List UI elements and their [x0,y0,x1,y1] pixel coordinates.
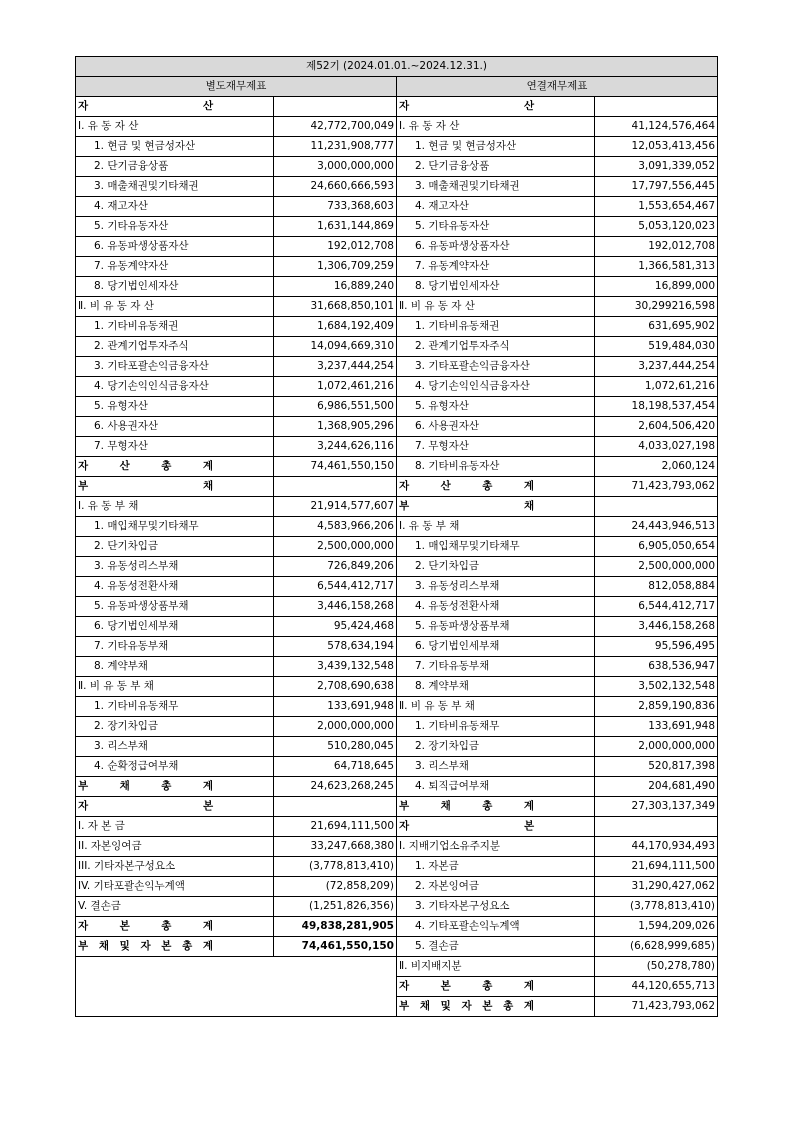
separate-item-label: 4. 순확정급여부채 [76,757,274,777]
statement-body [76,57,718,1017]
separate-item-value: 192,012,708 [274,237,397,257]
consolidated-item-label [397,797,595,817]
consolidated-item-label: 1. 현금 및 현금성자산 [397,137,595,157]
consolidated-item-label: Ⅰ. 지배기업소유주지분 [397,837,595,857]
separate-item-value: 3,000,000,000 [274,157,397,177]
separate-item-value: 21,694,111,500 [274,817,397,837]
table-row [76,217,718,237]
consolidated-item-label [397,477,595,497]
consolidated-item-label: Ⅱ. 비 유 동 부 채 [397,697,595,717]
table-row [76,377,718,397]
separate-item-value [274,477,397,497]
separate-item-label: 3. 유동성리스부채 [76,557,274,577]
separate-item-value: 1,684,192,409 [274,317,397,337]
table-row [76,277,718,297]
table-row [76,677,718,697]
separate-item-value: 64,718,645 [274,757,397,777]
table-row [76,897,718,917]
section-header-row [76,77,718,97]
consolidated-item-value: 1,366,581,313 [595,257,718,277]
table-row [76,917,718,937]
consolidated-item-label: 6. 유동파생상품자산 [397,237,595,257]
consolidated-item-label: 1. 기타비유동채권 [397,317,595,337]
consolidated-item-label: Ⅰ. 유 동 부 채 [397,517,595,537]
consolidated-item-value: 1,072,61,216 [595,377,718,397]
separate-item-value: 49,838,281,905 [274,917,397,937]
separate-item-value: 578,634,194 [274,637,397,657]
table-row [76,517,718,537]
separate-item-value: 726,849,206 [274,557,397,577]
separate-spread-label: 자 본 총 계 [78,920,214,932]
separate-item-label [76,457,274,477]
separate-item-value: 74,461,550,150 [274,937,397,957]
consolidated-item-label: 5. 기타유동자산 [397,217,595,237]
separate-item-value: 1,368,905,296 [274,417,397,437]
consolidated-item-value: 6,544,412,717 [595,597,718,617]
consolidated-item-value [595,97,718,117]
separate-item-value: 14,094,669,310 [274,337,397,357]
separate-item-label: 5. 기타유동자산 [76,217,274,237]
table-row [76,697,718,717]
consolidated-item-label: 2. 단기차입금 [397,557,595,577]
consolidated-item-label: 5. 유동파생상품부채 [397,617,595,637]
consolidated-item-value: 41,124,576,464 [595,117,718,137]
table-row [76,137,718,157]
consolidated-item-label: 5. 유형자산 [397,397,595,417]
separate-spread-label: 부 채 및 자 본 총 계 [78,940,214,952]
separate-item-value: 1,306,709,259 [274,257,397,277]
table-row [76,717,718,737]
separate-item-value: (3,778,813,410) [274,857,397,877]
table-row [76,177,718,197]
consolidated-spread-label: 부 채 총 계 [399,800,535,812]
consolidated-item-label: 3. 기타포괄손익금융자산 [397,357,595,377]
period-row [76,57,718,77]
separate-item-label: 4. 당기손익인식금융자산 [76,377,274,397]
separate-item-label: 6. 당기법인세부채 [76,617,274,637]
consolidated-item-value: 2,000,000,000 [595,737,718,757]
consolidated-item-label: 7. 기타유동부채 [397,657,595,677]
separate-item-value: 95,424,468 [274,617,397,637]
table-row [76,637,718,657]
separate-item-label [76,797,274,817]
table-row [76,577,718,597]
table-row [76,877,718,897]
separate-item-label [76,937,274,957]
consolidated-spread-label: 자 본 [399,820,535,832]
separate-item-label: 1. 기타비유동채권 [76,317,274,337]
consolidated-item-label: 4. 재고자산 [397,197,595,217]
table-row [76,557,718,577]
consolidated-item-value: (50,278,780) [595,957,718,977]
consolidated-item-label: 3. 리스부채 [397,757,595,777]
separate-item-label: 3. 리스부채 [76,737,274,757]
consolidated-item-label: 1. 자본금 [397,857,595,877]
consolidated-item-value: (6,628,999,685) [595,937,718,957]
consolidated-spread-label: 자 산 [399,100,535,112]
separate-item-label: IV. 기타포괄손익누계액 [76,877,274,897]
consolidated-item-value: 2,604,506,420 [595,417,718,437]
separate-item-label: 2. 관계기업투자주식 [76,337,274,357]
separate-spread-label: 자 본 [78,800,214,812]
separate-item-value: 2,500,000,000 [274,537,397,557]
table-row [76,497,718,517]
consolidated-item-value [595,497,718,517]
table-row [76,397,718,417]
separate-item-label: III. 기타자본구성요소 [76,857,274,877]
consolidated-item-value: 12,053,413,456 [595,137,718,157]
separate-spread-label: 부 채 총 계 [78,780,214,792]
consolidated-item-value: 6,905,050,654 [595,537,718,557]
table-row [76,777,718,797]
table-row [76,537,718,557]
table-row [76,937,718,957]
table-row [76,237,718,257]
separate-item-label: I. 자 본 금 [76,817,274,837]
separate-item-value: 3,446,158,268 [274,597,397,617]
table-row [76,197,718,217]
consolidated-item-label: 2. 자본잉여금 [397,877,595,897]
consolidated-item-value: 4,033,027,198 [595,437,718,457]
separate-item-value: 11,231,908,777 [274,137,397,157]
financial-statement-table [75,56,718,1017]
separate-spread-label: 부 채 [78,480,214,492]
table-row [76,437,718,457]
consolidated-item-label: Ⅰ. 유 동 자 산 [397,117,595,137]
separate-item-value [274,97,397,117]
separate-item-value: 2,000,000,000 [274,717,397,737]
consolidated-item-label: 7. 무형자산 [397,437,595,457]
separate-item-value: 510,280,045 [274,737,397,757]
consolidated-item-label: 1. 매입채무및기타채무 [397,537,595,557]
separate-item-label: Ⅱ. 비 유 동 자 산 [76,297,274,317]
consolidated-item-label [397,817,595,837]
consolidated-item-label: 4. 기타포괄손익누계액 [397,917,595,937]
separate-item-label [76,97,274,117]
consolidated-item-value: 204,681,490 [595,777,718,797]
separate-item-label: II. 자본잉여금 [76,837,274,857]
separate-item-label [76,777,274,797]
consolidated-item-label: 3. 매출채권및기타채권 [397,177,595,197]
separate-header: 별도재무제표 [76,77,397,97]
table-row [76,857,718,877]
consolidated-item-value: 21,694,111,500 [595,857,718,877]
consolidated-item-value: 27,303,137,349 [595,797,718,817]
consolidated-item-label: 7. 유동계약자산 [397,257,595,277]
separate-item-value: 4,583,966,206 [274,517,397,537]
table-row [76,357,718,377]
separate-item-value: 42,772,700,049 [274,117,397,137]
consolidated-item-value: 519,484,030 [595,337,718,357]
consolidated-item-label: 6. 당기법인세부채 [397,637,595,657]
consolidated-spread-label: 부 채 [399,500,535,512]
separate-item-label: 8. 계약부채 [76,657,274,677]
separate-item-label: Ⅰ. 유 동 자 산 [76,117,274,137]
table-row [76,257,718,277]
separate-item-label: 4. 재고자산 [76,197,274,217]
table-row [76,477,718,497]
consolidated-item-value: 812,058,884 [595,577,718,597]
consolidated-item-label: 4. 당기손익인식금융자산 [397,377,595,397]
table-row [76,597,718,617]
consolidated-item-value: 631,695,902 [595,317,718,337]
table-row [76,837,718,857]
separate-item-label: 4. 유동성전환사채 [76,577,274,597]
separate-item-label: 1. 현금 및 현금성자산 [76,137,274,157]
table-row [76,97,718,117]
separate-item-value: 3,439,132,548 [274,657,397,677]
consolidated-item-value: 1,553,654,467 [595,197,718,217]
consolidated-item-value: 520,817,398 [595,757,718,777]
separate-item-value: 1,072,461,216 [274,377,397,397]
consolidated-item-label: 3. 기타자본구성요소 [397,897,595,917]
separate-item-label: V. 결손금 [76,897,274,917]
separate-item-value: 6,986,551,500 [274,397,397,417]
separate-item-value: 733,368,603 [274,197,397,217]
table-row [76,417,718,437]
period-header: 제52기 (2024.01.01.~2024.12.31.) [76,57,718,77]
separate-item-value: 74,461,550,150 [274,457,397,477]
separate-item-label [76,477,274,497]
separate-item-value: 133,691,948 [274,697,397,717]
separate-item-value: 6,544,412,717 [274,577,397,597]
table-row [76,297,718,317]
separate-item-label: 2. 단기차입금 [76,537,274,557]
separate-item-value: 31,668,850,101 [274,297,397,317]
separate-item-label: Ⅰ. 유 동 부 채 [76,497,274,517]
separate-item-label [76,917,274,937]
consolidated-item-value: 192,012,708 [595,237,718,257]
consolidated-item-label: 3. 유동성리스부채 [397,577,595,597]
separate-item-value: 3,237,444,254 [274,357,397,377]
table-row [76,457,718,477]
consolidated-item-value: 24,443,946,513 [595,517,718,537]
consolidated-item-value: 44,120,655,713 [595,977,718,997]
table-row [76,757,718,777]
separate-spread-label: 자 산 총 계 [78,460,214,472]
table-row [76,657,718,677]
consolidated-item-value: 2,060,124 [595,457,718,477]
separate-spread-label: 자 산 [78,100,214,112]
consolidated-item-label: 2. 관계기업투자주식 [397,337,595,357]
consolidated-item-label: 8. 계약부채 [397,677,595,697]
separate-item-label: 2. 장기차입금 [76,717,274,737]
separate-item-label: 6. 사용권자산 [76,417,274,437]
consolidated-item-value: 3,502,132,548 [595,677,718,697]
consolidated-item-label: 6. 사용권자산 [397,417,595,437]
consolidated-item-value: 71,423,793,062 [595,997,718,1017]
separate-item-label: 2. 단기금융상품 [76,157,274,177]
separate-item-value: 1,631,144,869 [274,217,397,237]
consolidated-item-value: (3,778,813,410) [595,897,718,917]
consolidated-item-label [397,497,595,517]
consolidated-spread-label: 부 채 및 자 본 총 계 [399,1000,535,1012]
separate-item-label: 5. 유형자산 [76,397,274,417]
consolidated-item-value: 3,091,339,052 [595,157,718,177]
separate-item-label: 8. 당기법인세자산 [76,277,274,297]
consolidated-item-label: 4. 유동성전환사채 [397,597,595,617]
consolidated-item-label: Ⅱ. 비지배지분 [397,957,595,977]
separate-item-value [274,797,397,817]
separate-item-value: 24,623,268,245 [274,777,397,797]
consolidated-header: 연결재무제표 [397,77,718,97]
separate-item-label: 7. 무형자산 [76,437,274,457]
separate-item-label: Ⅱ. 비 유 동 부 채 [76,677,274,697]
consolidated-item-value: 3,446,158,268 [595,617,718,637]
consolidated-item-label: 4. 퇴직급여부채 [397,777,595,797]
separate-item-value: 3,244,626,116 [274,437,397,457]
consolidated-item-label: 2. 장기차입금 [397,737,595,757]
consolidated-item-value: 17,797,556,445 [595,177,718,197]
consolidated-item-label [397,977,595,997]
consolidated-item-label: 8. 당기법인세자산 [397,277,595,297]
consolidated-item-label: 5. 결손금 [397,937,595,957]
consolidated-item-value: 133,691,948 [595,717,718,737]
consolidated-item-label: 1. 기타비유동채무 [397,717,595,737]
separate-item-value: 33,247,668,380 [274,837,397,857]
empty-cell [76,957,397,1017]
separate-item-value: (72,858,209) [274,877,397,897]
consolidated-item-value: 638,536,947 [595,657,718,677]
consolidated-item-value: 5,053,120,023 [595,217,718,237]
consolidated-item-value: 16,899,000 [595,277,718,297]
consolidated-item-value: 71,423,793,062 [595,477,718,497]
consolidated-item-label [397,997,595,1017]
separate-item-label: 3. 기타포괄손익금융자산 [76,357,274,377]
consolidated-item-value: 1,594,209,026 [595,917,718,937]
separate-item-value: 24,660,666,593 [274,177,397,197]
table-row [76,817,718,837]
separate-item-label: 6. 유동파생상품자산 [76,237,274,257]
consolidated-item-value: 18,198,537,454 [595,397,718,417]
table-row [76,157,718,177]
separate-item-value: (1,251,826,356) [274,897,397,917]
table-row [76,117,718,137]
table-row [76,957,718,977]
consolidated-item-label: Ⅱ. 비 유 동 자 산 [397,297,595,317]
table-row [76,617,718,637]
table-row [76,317,718,337]
table-row [76,797,718,817]
consolidated-item-label: 2. 단기금융상품 [397,157,595,177]
consolidated-item-label: 8. 기타비유동자산 [397,457,595,477]
consolidated-item-value: 31,290,427,062 [595,877,718,897]
consolidated-item-value [595,817,718,837]
separate-item-label: 5. 유동파생상품부채 [76,597,274,617]
separate-item-value: 21,914,577,607 [274,497,397,517]
separate-item-label: 7. 유동계약자산 [76,257,274,277]
table-row [76,737,718,757]
consolidated-item-value: 95,596,495 [595,637,718,657]
separate-item-label: 3. 매출채권및기타채권 [76,177,274,197]
consolidated-item-value: 30,299216,598 [595,297,718,317]
separate-item-value: 2,708,690,638 [274,677,397,697]
separate-item-label: 1. 기타비유동채무 [76,697,274,717]
separate-item-label: 7. 기타유동부채 [76,637,274,657]
consolidated-spread-label: 자 산 총 계 [399,480,535,492]
consolidated-item-value: 44,170,934,493 [595,837,718,857]
consolidated-item-label [397,97,595,117]
consolidated-item-value: 2,500,000,000 [595,557,718,577]
consolidated-item-value: 3,237,444,254 [595,357,718,377]
consolidated-spread-label: 자 본 총 계 [399,980,535,992]
table-row [76,337,718,357]
separate-item-value: 16,889,240 [274,277,397,297]
separate-item-label: 1. 매입채무및기타채무 [76,517,274,537]
consolidated-item-value: 2,859,190,836 [595,697,718,717]
